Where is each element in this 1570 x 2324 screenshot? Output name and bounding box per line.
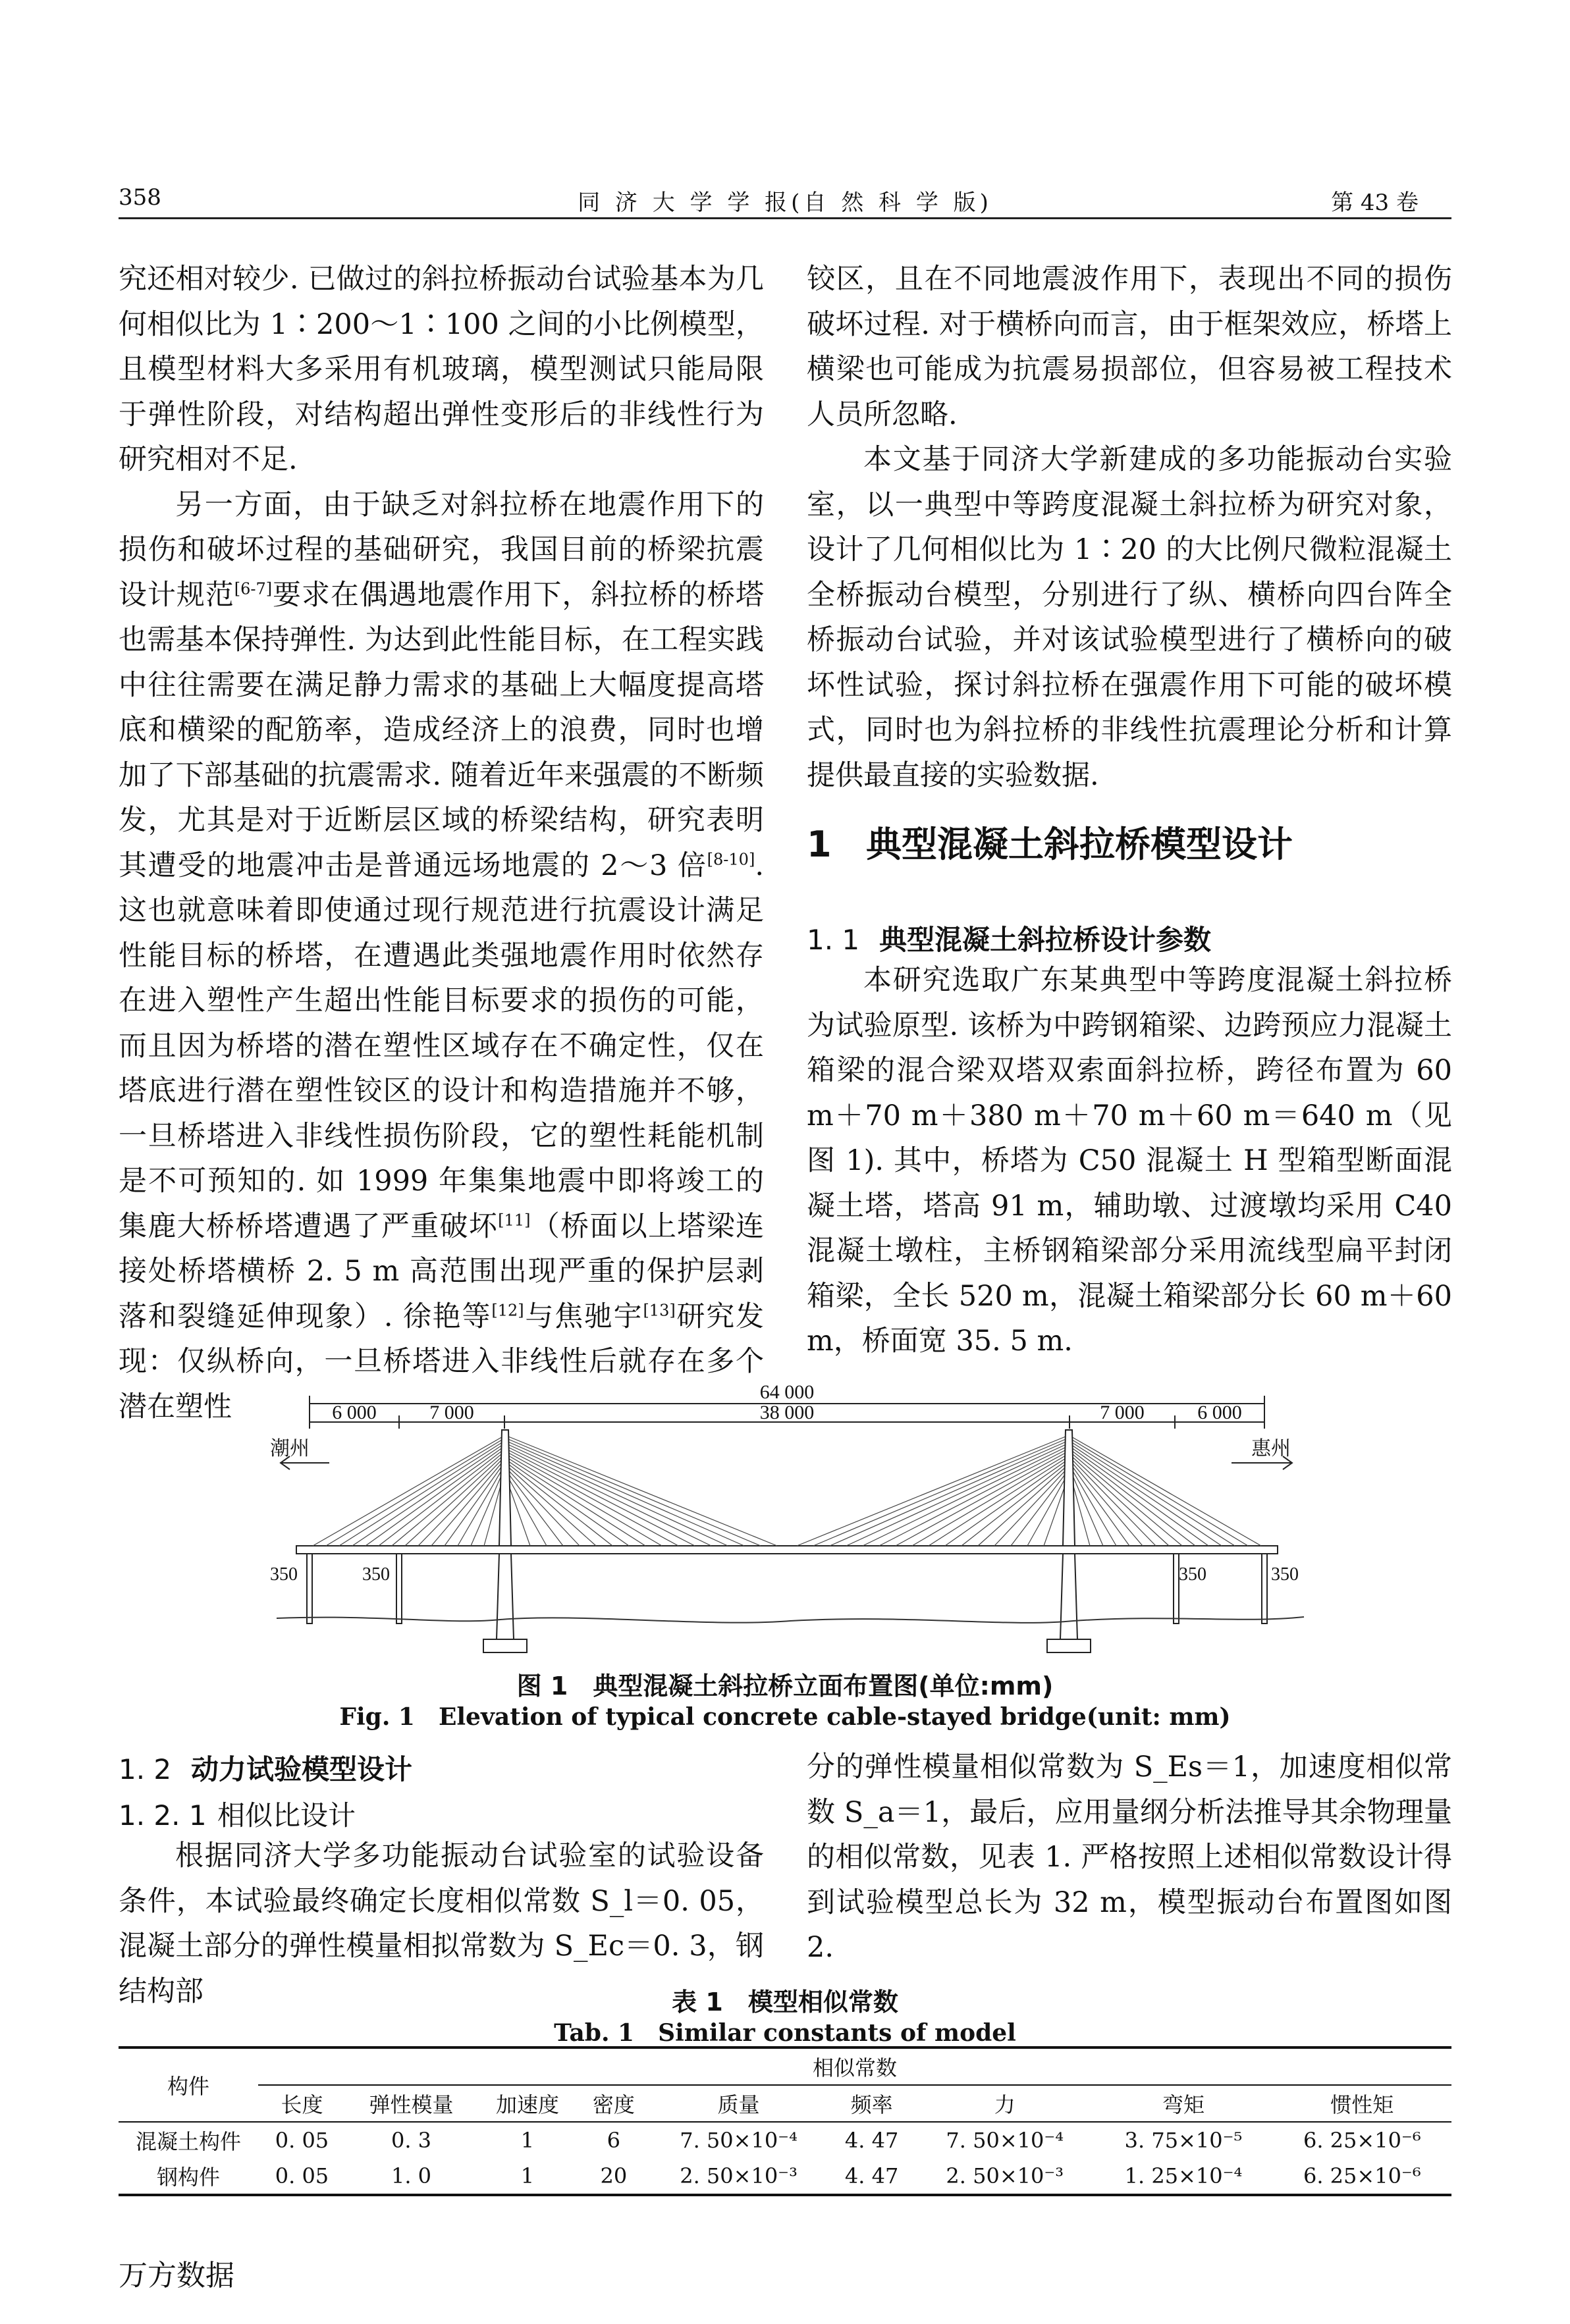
- stay-cables-right: [797, 1435, 1261, 1546]
- pylon-left-foundation: [483, 1639, 527, 1652]
- journal-title: 同 济 大 学 学 报(自 然 科 学 版): [578, 190, 992, 216]
- pier-width-label: 350: [270, 1564, 298, 1585]
- pylon-left-upper: [499, 1430, 511, 1546]
- column-header: 长度: [258, 2085, 346, 2122]
- stay-cables-left: [313, 1435, 777, 1546]
- right-column: [807, 257, 1452, 798]
- dim-label: 38 000: [759, 1402, 815, 1423]
- table-header-row: [119, 2047, 1451, 2085]
- city-label-right: 惠州: [1251, 1437, 1291, 1460]
- section-number: 1. 2. 1: [119, 1799, 207, 1832]
- table-cell: 4. 47: [828, 2158, 915, 2195]
- text-span: 另一方面，由于缺乏对斜拉桥在地震作用下的损伤和破坏过程的基础研究，我国目前的桥梁抗震设计规范: [119, 488, 764, 612]
- column-header: 频率: [828, 2085, 915, 2122]
- text-span: 研究发现：仅纵桥向，一旦桥塔进入非线性后就存在多个潜在塑性: [119, 1300, 765, 1423]
- dim-label: 7 000: [1100, 1402, 1145, 1423]
- citation[interactable]: [6-7]: [234, 579, 273, 598]
- figure-caption-en: Fig. 1 Elevation of typical concrete cable-stayed bridge(unit: mm): [339, 1703, 1231, 1731]
- pier-width-label: 350: [1271, 1564, 1299, 1585]
- pylon-left-lower: [497, 1554, 514, 1639]
- figure-caption-cn: 图 1 典型混凝土斜拉桥立面布置图(单位:mm): [516, 1672, 1054, 1701]
- pier-transition-right: [1262, 1554, 1267, 1624]
- section-title: 相似比设计: [217, 1799, 356, 1832]
- pier-transition-left: [307, 1554, 312, 1624]
- table-cell: 3. 75×10⁻⁵: [1124, 2128, 1243, 2153]
- section-heading-1-2-1: [119, 1794, 356, 1834]
- table-cell: 7. 50×10⁻⁴: [946, 2128, 1064, 2153]
- section-number: 1. 1: [807, 924, 860, 956]
- section-title: 典型混凝土斜拉桥模型设计: [866, 824, 1293, 865]
- table-cell: 6: [607, 2128, 621, 2153]
- dim-label: 6 000: [1197, 1402, 1242, 1423]
- table-caption-cn: 表 1 模型相似常数: [672, 1988, 898, 2017]
- dim-label: 6 000: [332, 1402, 377, 1423]
- column-header: 密度: [578, 2085, 649, 2122]
- pylon-right-lower: [1060, 1554, 1077, 1639]
- citation[interactable]: [13]: [643, 1301, 676, 1320]
- section-heading-1: [807, 816, 1452, 867]
- right-column-cont: [807, 958, 1452, 1364]
- paragraph: 铰区，且在不同地震波作用下，表现出不同的损伤破坏过程. 对于横桥向而言，由于框架效应，桥塔上横梁也可能成为抗震易损部位，但容易被工程技术人员所忽略.: [807, 263, 1452, 431]
- bridge-elevation-figure: [250, 1369, 1330, 1672]
- left-column: [119, 257, 764, 1429]
- city-label-left: 潮州: [270, 1437, 310, 1460]
- table-cell: 0. 05: [275, 2128, 329, 2153]
- column-header: 加速度: [477, 2085, 578, 2122]
- table-row: [119, 2122, 1451, 2158]
- table-cell: 1. 25×10⁻⁴: [1094, 2158, 1272, 2195]
- column-header: 质量: [649, 2085, 828, 2122]
- paragraph: [119, 483, 764, 1430]
- table-cell: 7. 50×10⁻⁴: [680, 2128, 798, 2153]
- pier-aux-right: [1174, 1554, 1179, 1624]
- similarity-table: [119, 2046, 1451, 2196]
- table-cell: 2. 50×10⁻³: [915, 2158, 1094, 2195]
- dim-total-label: 64 000: [759, 1381, 815, 1403]
- row-name: 钢构件: [119, 2158, 258, 2195]
- section-title: 动力试验模型设计: [191, 1753, 413, 1785]
- table-cell: 6. 25×10⁻⁶: [1273, 2158, 1451, 2195]
- column-header: 惯性矩: [1273, 2085, 1451, 2122]
- table-cell: 0. 05: [258, 2158, 346, 2195]
- table-cell: 0. 3: [391, 2128, 432, 2153]
- pylon-right-foundation: [1047, 1639, 1091, 1652]
- paragraph: 本文基于同济大学新建成的多功能振动台实验室，以一典型中等跨度混凝土斜拉桥为研究对象，设计了几何相似比为 1∶20 的大比例尺微粒混凝土全桥振动台模型，分别进行了纵、横桥向四台阵全桥振动台试验，并对该试验模型进行了横桥向的破坏性试验，探讨斜拉桥在强震作用下可能的破坏模式，同时也为斜拉桥的非线性抗震理论分析和计算提供最直接的实验数据.: [807, 443, 1452, 792]
- section-number: 1. 2: [119, 1753, 172, 1785]
- table-row: [119, 2158, 1451, 2195]
- column-header: 弯矩: [1094, 2085, 1272, 2122]
- volume-label: 第 43 卷: [1331, 190, 1419, 216]
- table-row-header: 构件: [119, 2047, 258, 2122]
- row-name: 混凝土构件: [135, 2129, 241, 2154]
- paragraph: 根据同济大学多功能振动台试验室的试验设备条件，本试验最终确定长度相似常数 S_l＝0. 05，混凝土部分的弹性模量相拟常数为 S_Ec＝0. 3，钢结构部: [119, 1839, 764, 2008]
- paragraph: 本研究选取广东某典型中等跨度混凝土斜拉桥为试验原型. 该桥为中跨钢箱梁、边跨预应力混凝土箱梁的混合梁双塔双索面斜拉桥，跨径布置为 60 m＋70 m＋380 m＋70 m＋60 m＝640 m（见图 1). 其中，桥塔为 C50 混凝土 H 型箱型断面混凝土塔，塔高 91 m，辅助墩、过渡墩均采用 C40 混凝土墩柱，主桥钢箱梁部分采用流线型扁平封闭箱梁，全长 520 m，混凝土箱梁部分长 60 m＋60 m，桥面宽 35. 5 m.: [807, 964, 1452, 1358]
- column-header: 弹性模量: [346, 2085, 477, 2122]
- ground-line: [277, 1617, 1304, 1623]
- pier-width-label: 350: [1179, 1564, 1206, 1585]
- source-watermark: 万方数据: [119, 2259, 234, 2292]
- citation[interactable]: [12]: [491, 1301, 524, 1320]
- text-span: 要求在偶遇地震作用下，斜拉桥的桥塔也需基本保持弹性. 为达到此性能目标，在工程实践中往往需要在满足静力需求的基础上大幅度提高塔底和横梁的配筋率，造成经济上的浪费，同时也增加了下部基础的抗震需求. 随着近年来强震的不断频发，尤其是对于近断层区域的桥梁结构，研究表明其遭受的地震冲击是普通远场地震的 2～3 倍: [119, 578, 765, 882]
- table-cell: 1: [477, 2158, 578, 2195]
- text-span: （桥面以上塔梁连接处桥塔横桥 2. 5 m 高范围出现严重的保护层剥落和裂缝延伸现象）. 徐艳等: [119, 1209, 765, 1333]
- dim-label: 7 000: [429, 1402, 474, 1423]
- table-cell: 2. 50×10⁻³: [649, 2158, 828, 2195]
- paragraph: 究还相对较少. 已做过的斜拉桥振动台试验基本为几何相似比为 1∶200～1∶100 之间的小比例模型，且模型材料大多采用有机玻璃，模型测试只能局限于弹性阶段，对结构超出弹性变形后的非线性行为研究相对不足.: [119, 263, 764, 476]
- page-number: 358: [119, 184, 161, 211]
- text-span: . 这也就意味着即使通过现行规范进行抗震设计满足性能目标的桥塔，在遭遇此类强地震作用时依然存在进入塑性产生超出性能目标要求的损伤的可能，而且因为桥塔的潜在塑性区域存在不确定性，仅在塔底进行潜在塑性铰区的设计和构造措施并不够，一旦桥塔进入非线性损伤阶段，它的塑性耗能机制是不可预知的. 如 1999 年集集地震中即将竣工的集鹿大桥桥塔遭遇了严重破坏: [119, 849, 764, 1243]
- table-subheader-row: [119, 2085, 1451, 2122]
- citation[interactable]: [11]: [498, 1211, 531, 1230]
- section-title: 典型混凝土斜拉桥设计参数: [879, 924, 1212, 956]
- table-caption-en: Tab. 1 Similar constants of model: [554, 2019, 1016, 2047]
- citation[interactable]: [8-10]: [707, 850, 755, 869]
- right-column-lower: [807, 1745, 1452, 1970]
- section-number: 1: [807, 824, 832, 865]
- table-group-header: 相似常数: [258, 2047, 1451, 2085]
- table-cell: 4. 47: [844, 2128, 899, 2153]
- section-heading-1-1: [807, 918, 1211, 958]
- table-cell: 1. 0: [346, 2158, 477, 2195]
- table-cell: 1: [520, 2128, 535, 2153]
- table-cell: 20: [578, 2158, 649, 2195]
- pier-aux-left: [396, 1554, 402, 1624]
- paragraph: 分的弹性模量相似常数为 S_Es＝1，加速度相似常数 S_a＝1，最后，应用量纲分析法推导其余物理量的相似常数，见表 1. 严格按照上述相似常数设计得到试验模型总长为 32 m，模型振动台布置图如图 2.: [807, 1751, 1452, 1964]
- column-header: 力: [915, 2085, 1094, 2122]
- header-rule: [119, 217, 1451, 219]
- pylon-right-upper: [1063, 1430, 1075, 1546]
- section-heading-1-2: [119, 1748, 412, 1787]
- bridge-deck: [296, 1546, 1278, 1554]
- text-span: 与焦驰宇: [524, 1300, 643, 1333]
- pier-width-label: 350: [362, 1564, 390, 1585]
- table-cell: 6. 25×10⁻⁶: [1303, 2128, 1421, 2153]
